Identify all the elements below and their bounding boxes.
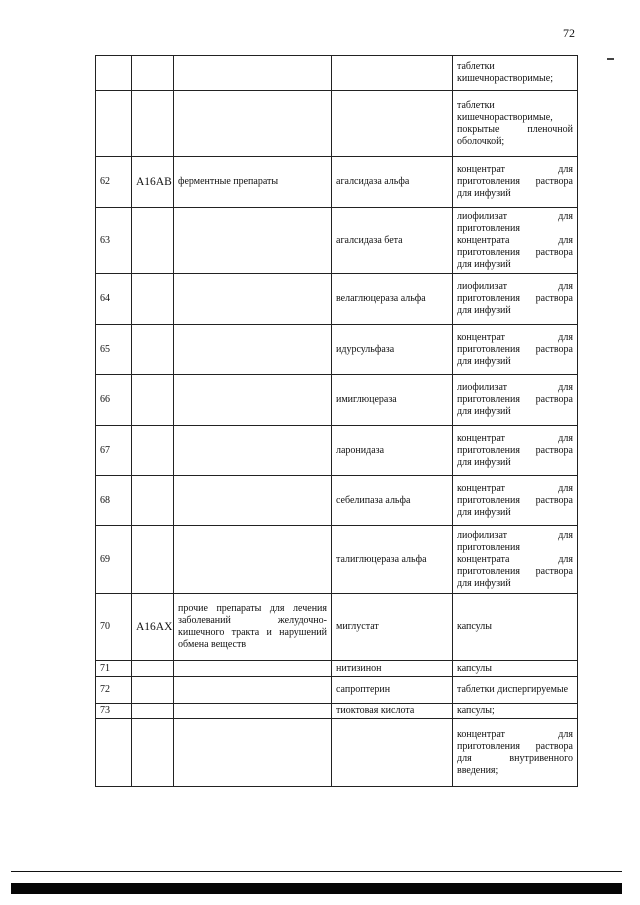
margin-mark [607,58,614,60]
row-number: 64 [96,274,132,325]
drug-name: имиглюцераза [332,375,453,426]
dosage-form: лиофилизат для приготовления концентрата для приготовления раствора для инфузий [453,208,578,274]
atc-code [132,526,174,594]
drug-name: велаглюцераза альфа [332,274,453,325]
dosage-form: концентрат для приготовления раствора для инфузий [453,426,578,476]
pharmacological-group [174,719,332,787]
atc-code [132,677,174,704]
pharmacological-group [174,476,332,526]
row-number [96,91,132,157]
table-row [96,526,578,594]
dosage-form: капсулы [453,594,578,661]
dosage-form: таблетки кишечнорастворимые, покрытые пленочной оболочкой; [453,91,578,157]
pharmacological-group [174,91,332,157]
pharmacological-group: прочие препараты для лечения заболеваний желудочно-кишечного тракта и нарушений обмена веществ [174,594,332,661]
row-number: 65 [96,325,132,375]
row-number: 72 [96,677,132,704]
dosage-form: лиофилизат для приготовления раствора для инфузий [453,375,578,426]
atc-code [132,704,174,719]
row-number: 70 [96,594,132,661]
drug-name: себелипаза альфа [332,476,453,526]
dosage-form: концентрат для приготовления раствора для внутривенного введения; [453,719,578,787]
drug-name: сапроптерин [332,677,453,704]
drug-name: идурсульфаза [332,325,453,375]
table-row [96,274,578,325]
row-number: 63 [96,208,132,274]
pharmacological-group [174,704,332,719]
atc-code [132,91,174,157]
pharmacological-group [174,274,332,325]
dosage-form: концентрат для приготовления раствора для инфузий [453,157,578,208]
pharmacological-group [174,677,332,704]
atc-code [132,208,174,274]
row-number [96,719,132,787]
atc-code [132,661,174,677]
dosage-form: таблетки диспергируемые [453,677,578,704]
pharmacological-group [174,526,332,594]
row-number [96,56,132,91]
pharmacological-group [174,661,332,677]
dosage-form: концентрат для приготовления раствора для инфузий [453,325,578,375]
pharmacological-group: ферментные препараты [174,157,332,208]
drug-name: тиоктовая кислота [332,704,453,719]
atc-code [132,375,174,426]
atc-code [132,476,174,526]
pharmacological-group [174,208,332,274]
table-row [96,719,578,787]
row-number: 73 [96,704,132,719]
row-number: 66 [96,375,132,426]
drug-name [332,91,453,157]
drug-name [332,719,453,787]
dosage-form: лиофилизат для приготовления концентрата для приготовления раствора для инфузий [453,526,578,594]
drug-name: агалсидаза альфа [332,157,453,208]
dosage-form: капсулы; [453,704,578,719]
table-row [96,704,578,719]
table-row [96,661,578,677]
atc-code [132,719,174,787]
drug-name: талиглюцераза альфа [332,526,453,594]
table-row [96,375,578,426]
table-row [96,157,578,208]
drug-table [95,55,578,787]
row-number: 71 [96,661,132,677]
footer-rule-thin [11,871,622,872]
table-row [96,677,578,704]
atc-code: A16AB [132,157,174,208]
table-row [96,56,578,91]
drug-name: нитизинон [332,661,453,677]
page-number: 72 [563,26,575,40]
row-number: 68 [96,476,132,526]
pharmacological-group [174,56,332,91]
dosage-form: капсулы [453,661,578,677]
atc-code: A16AX [132,594,174,661]
dosage-form: концентрат для приготовления раствора для инфузий [453,476,578,526]
table-row [96,208,578,274]
row-number: 67 [96,426,132,476]
drug-name: агалсидаза бета [332,208,453,274]
pharmacological-group [174,426,332,476]
footer-rule-thick [11,883,622,894]
atc-code [132,325,174,375]
pharmacological-group [174,325,332,375]
dosage-form: таблетки кишечнорастворимые; [453,56,578,91]
row-number: 69 [96,526,132,594]
atc-code [132,274,174,325]
table-row [96,476,578,526]
atc-code [132,56,174,91]
drug-name: ларонидаза [332,426,453,476]
drug-name: миглустат [332,594,453,661]
dosage-form: лиофилизат для приготовления раствора для инфузий [453,274,578,325]
table-row [96,91,578,157]
drug-name [332,56,453,91]
pharmacological-group [174,375,332,426]
table-row [96,325,578,375]
atc-code [132,426,174,476]
table-row [96,426,578,476]
table-row [96,594,578,661]
row-number: 62 [96,157,132,208]
